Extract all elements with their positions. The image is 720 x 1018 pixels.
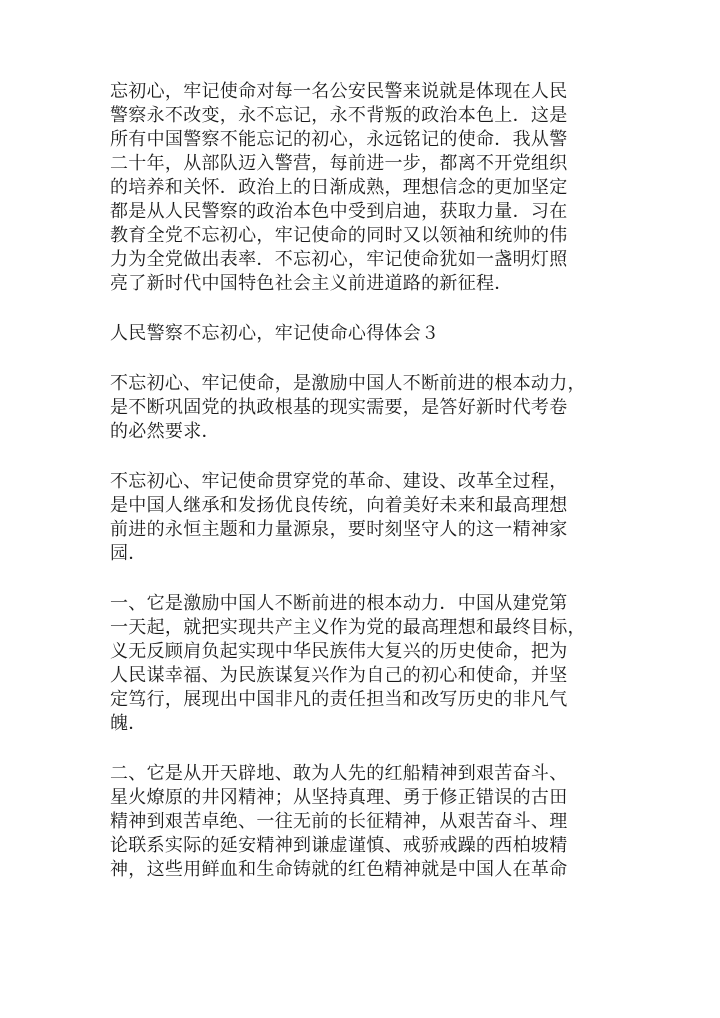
text-line: 是不断巩固党的执政根基的现实需要，是答好新时代考卷	[110, 397, 568, 418]
paragraph-point-two	[110, 762, 610, 882]
text-line: 的必然要求．	[110, 421, 220, 442]
text-line: 精神到艰苦卓绝、一往无前的长征精神，从艰苦奋斗、理	[110, 811, 568, 832]
paragraph-intro	[110, 80, 610, 296]
paragraph-point-one	[110, 592, 610, 736]
text-line: 所有中国警察不能忘记的初心，永远铭记的使命．我从警	[110, 129, 568, 150]
text-line: 二十年，从部队迈入警营，每前进一步，都离不开党组织	[110, 153, 568, 174]
text-line: 神，这些用鲜血和生命铸就的红色精神就是中国人在革命	[110, 859, 568, 880]
text-line: 论联系实际的延安精神到谦虚谨慎、戒骄戒躁的西柏坡精	[110, 835, 568, 856]
text-line: 不忘初心、牢记使命，是激励中国人不断前进的根本动力，	[110, 373, 586, 394]
text-line: 的培养和关怀．政治上的日渐成熟，理想信念的更加坚定	[110, 177, 568, 198]
document-page	[110, 80, 610, 882]
text-line: 一、它是激励中国人不断前进的根本动力．中国从建党第	[110, 593, 568, 614]
paragraph-summary	[110, 372, 610, 444]
text-line: 定笃行，展现出中国非凡的责任担当和改写历史的非凡气	[110, 689, 568, 710]
text-line: 二、它是从开天辟地、敢为人先的红船精神到艰苦奋斗、	[110, 763, 568, 784]
text-line: 忘初心，牢记使命对每一名公安民警来说就是体现在人民	[110, 81, 568, 102]
text-line: 魄．	[110, 713, 147, 734]
text-line: 亮了新时代中国特色社会主义前进道路的新征程．	[110, 273, 513, 294]
text-line: 园．	[110, 543, 147, 564]
text-line: 力为全党做出表率．不忘初心，牢记使命犹如一盏明灯照	[110, 249, 568, 270]
text-line: 星火燎原的井冈精神；从坚持真理、勇于修正错误的古田	[110, 787, 568, 808]
text-line: 教育全党不忘初心，牢记使命的同时又以领袖和统帅的伟	[110, 225, 568, 246]
section-heading	[110, 322, 610, 346]
text-line: 人民谋幸福、为民族谋复兴作为自己的初心和使命，并坚	[110, 665, 568, 686]
heading-text: 人民警察不忘初心，牢记使命心得体会３	[110, 323, 440, 344]
text-line: 警察永不改变，永不忘记，永不背叛的政治本色上．这是	[110, 105, 568, 126]
text-line: 是中国人继承和发扬优良传统，向着美好未来和最高理想	[110, 495, 568, 516]
paragraph-spirit-home	[110, 470, 610, 566]
text-line: 不忘初心、牢记使命贯穿党的革命、建设、改革全过程，	[110, 471, 568, 492]
text-line: 义无反顾肩负起实现中华民族伟大复兴的历史使命，把为	[110, 641, 568, 662]
text-line: 都是从人民警察的政治本色中受到启迪，获取力量．习在	[110, 201, 568, 222]
text-line: 一天起，就把实现共产主义作为党的最高理想和最终目标，	[110, 617, 586, 638]
text-line: 前进的永恒主题和力量源泉，要时刻坚守人的这一精神家	[110, 519, 568, 540]
